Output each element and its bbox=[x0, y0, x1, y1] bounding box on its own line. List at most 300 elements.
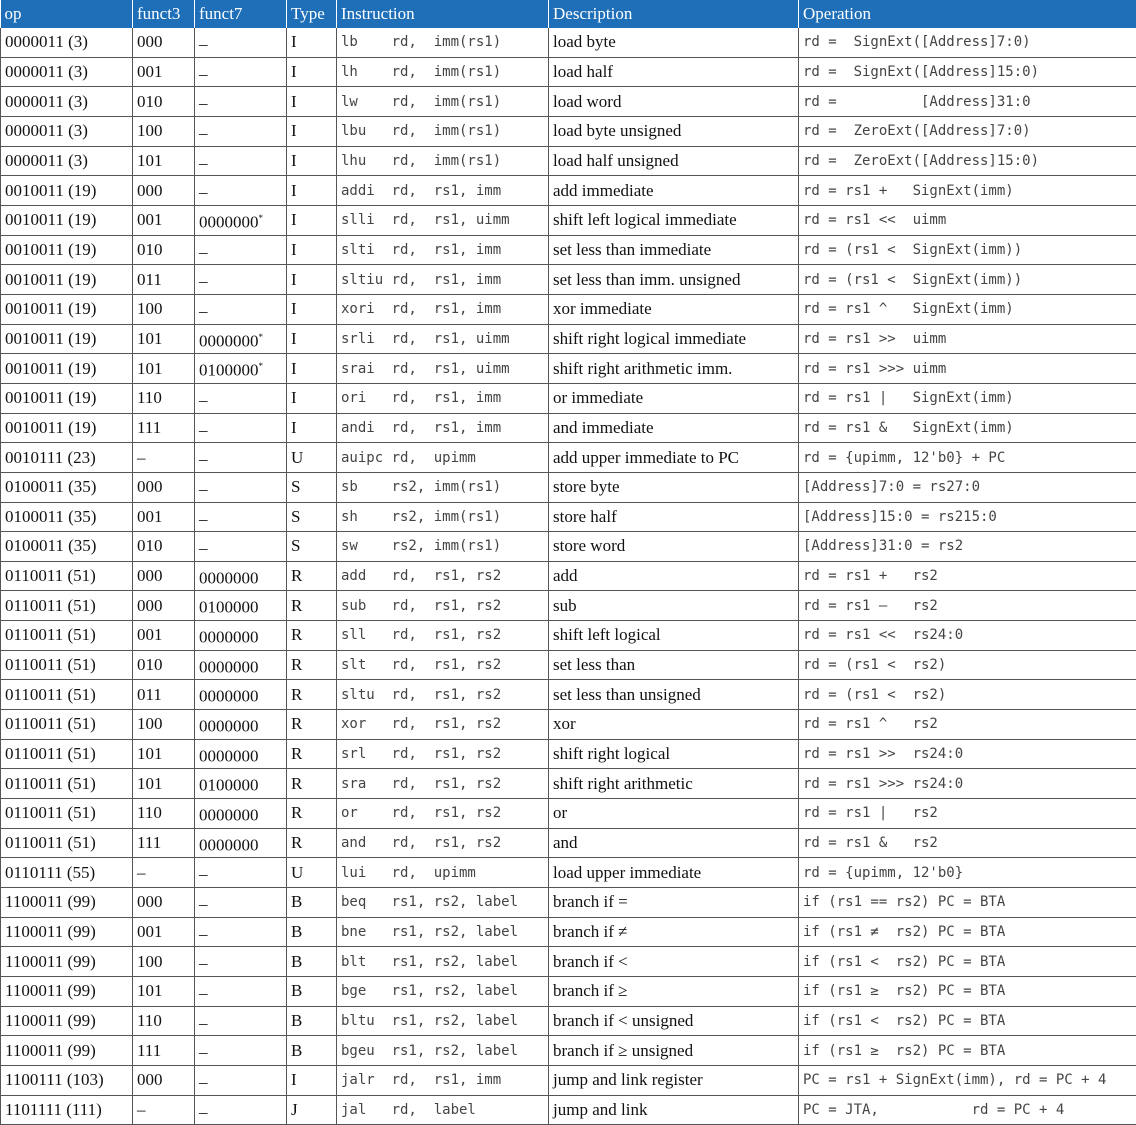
cell-type: I bbox=[287, 235, 337, 265]
cell-instruction: bne rs1, rs2, label bbox=[337, 917, 549, 947]
cell-op: 1100011 (99) bbox=[1, 947, 133, 977]
cell-operation: rd = (rs1 < SignExt(imm)) bbox=[799, 235, 1136, 265]
cell-instruction: ori rd, rs1, imm bbox=[337, 383, 549, 413]
cell-funct3: 101 bbox=[133, 146, 195, 176]
cell-description: load half unsigned bbox=[549, 146, 799, 176]
table-row bbox=[1, 710, 1136, 740]
cell-funct3: 100 bbox=[133, 116, 195, 146]
cell-op: 0000011 (3) bbox=[1, 87, 133, 117]
table-row bbox=[1, 561, 1136, 591]
cell-type: I bbox=[287, 205, 337, 235]
cell-funct3: 001 bbox=[133, 917, 195, 947]
cell-funct3: 000 bbox=[133, 28, 195, 57]
cell-type: B bbox=[287, 977, 337, 1007]
cell-op: 1101111 (111) bbox=[1, 1095, 133, 1125]
cell-funct7: – bbox=[195, 294, 287, 324]
cell-type: S bbox=[287, 502, 337, 532]
cell-description: shift left logical immediate bbox=[549, 205, 799, 235]
cell-description: or immediate bbox=[549, 383, 799, 413]
cell-op: 0110011 (51) bbox=[1, 561, 133, 591]
cell-funct7: – bbox=[195, 472, 287, 502]
cell-funct3: 000 bbox=[133, 591, 195, 621]
table-row bbox=[1, 146, 1136, 176]
cell-instruction: sll rd, rs1, rs2 bbox=[337, 621, 549, 651]
cell-operation: rd = rs1 + SignExt(imm) bbox=[799, 176, 1136, 206]
cell-op: 0000011 (3) bbox=[1, 146, 133, 176]
cell-operation: rd = ZeroExt([Address]15:0) bbox=[799, 146, 1136, 176]
cell-description: store half bbox=[549, 502, 799, 532]
cell-op: 0110011 (51) bbox=[1, 710, 133, 740]
cell-operation: if (rs1 ≠ rs2) PC = BTA bbox=[799, 917, 1136, 947]
table-body bbox=[1, 28, 1136, 1125]
cell-instruction: srli rd, rs1, uimm bbox=[337, 324, 549, 354]
cell-funct3: 111 bbox=[133, 828, 195, 858]
cell-description: load byte bbox=[549, 28, 799, 57]
cell-type: J bbox=[287, 1095, 337, 1125]
header-funct7: funct7 bbox=[195, 0, 287, 28]
cell-operation: [Address]15:0 = rs215:0 bbox=[799, 502, 1136, 532]
cell-funct7: – bbox=[195, 265, 287, 295]
cell-funct7: – bbox=[195, 146, 287, 176]
cell-description: load word bbox=[549, 87, 799, 117]
table-row bbox=[1, 176, 1136, 206]
cell-op: 0010011 (19) bbox=[1, 324, 133, 354]
cell-instruction: sub rd, rs1, rs2 bbox=[337, 591, 549, 621]
table-row bbox=[1, 205, 1136, 235]
cell-funct3: 110 bbox=[133, 383, 195, 413]
cell-operation: rd = rs1 >>> uimm bbox=[799, 354, 1136, 384]
table-row bbox=[1, 1095, 1136, 1125]
cell-funct3: 011 bbox=[133, 680, 195, 710]
cell-instruction: sb rs2, imm(rs1) bbox=[337, 472, 549, 502]
table-row bbox=[1, 769, 1136, 799]
cell-operation: if (rs1 ≥ rs2) PC = BTA bbox=[799, 977, 1136, 1007]
cell-operation: rd = (rs1 < rs2) bbox=[799, 680, 1136, 710]
cell-funct7: 0000000 bbox=[195, 799, 287, 829]
cell-funct7: – bbox=[195, 1065, 287, 1095]
cell-op: 1100011 (99) bbox=[1, 1036, 133, 1066]
table-row bbox=[1, 858, 1136, 888]
table-row bbox=[1, 1006, 1136, 1036]
table-row bbox=[1, 591, 1136, 621]
cell-type: B bbox=[287, 1036, 337, 1066]
cell-funct7: – bbox=[195, 413, 287, 443]
cell-funct7: – bbox=[195, 87, 287, 117]
cell-operation: rd = {upimm, 12'b0} bbox=[799, 858, 1136, 888]
cell-op: 0110011 (51) bbox=[1, 591, 133, 621]
cell-operation: if (rs1 < rs2) PC = BTA bbox=[799, 947, 1136, 977]
cell-description: or bbox=[549, 799, 799, 829]
cell-funct7: – bbox=[195, 917, 287, 947]
cell-funct3: 100 bbox=[133, 710, 195, 740]
footnote-marker: * bbox=[259, 361, 264, 371]
table-row bbox=[1, 680, 1136, 710]
cell-operation: [Address]7:0 = rs27:0 bbox=[799, 472, 1136, 502]
cell-description: add bbox=[549, 561, 799, 591]
cell-funct7: 0000000 bbox=[195, 680, 287, 710]
cell-instruction: slt rd, rs1, rs2 bbox=[337, 650, 549, 680]
cell-funct7: – bbox=[195, 176, 287, 206]
cell-instruction: lhu rd, imm(rs1) bbox=[337, 146, 549, 176]
cell-funct7: – bbox=[195, 235, 287, 265]
cell-funct3: 111 bbox=[133, 1036, 195, 1066]
cell-instruction: beq rs1, rs2, label bbox=[337, 888, 549, 918]
cell-type: R bbox=[287, 769, 337, 799]
table-row bbox=[1, 799, 1136, 829]
cell-instruction: addi rd, rs1, imm bbox=[337, 176, 549, 206]
cell-description: load upper immediate bbox=[549, 858, 799, 888]
cell-funct3: 110 bbox=[133, 799, 195, 829]
cell-funct7: 0000000* bbox=[195, 205, 287, 235]
table-row bbox=[1, 621, 1136, 651]
cell-op: 0010111 (23) bbox=[1, 443, 133, 473]
cell-instruction: slti rd, rs1, imm bbox=[337, 235, 549, 265]
cell-op: 0010011 (19) bbox=[1, 383, 133, 413]
table-row bbox=[1, 28, 1136, 57]
cell-funct7: – bbox=[195, 28, 287, 57]
cell-op: 0110111 (55) bbox=[1, 858, 133, 888]
cell-type: S bbox=[287, 472, 337, 502]
cell-funct7: – bbox=[195, 1095, 287, 1125]
cell-instruction: srai rd, rs1, uimm bbox=[337, 354, 549, 384]
cell-instruction: lw rd, imm(rs1) bbox=[337, 87, 549, 117]
cell-funct7: 0000000 bbox=[195, 739, 287, 769]
cell-instruction: lbu rd, imm(rs1) bbox=[337, 116, 549, 146]
cell-operation: [Address]31:0 = rs2 bbox=[799, 532, 1136, 562]
cell-operation: rd = {upimm, 12'b0} + PC bbox=[799, 443, 1136, 473]
cell-funct3: – bbox=[133, 1095, 195, 1125]
cell-description: and immediate bbox=[549, 413, 799, 443]
cell-description: store word bbox=[549, 532, 799, 562]
cell-description: shift left logical bbox=[549, 621, 799, 651]
cell-operation: rd = ZeroExt([Address]7:0) bbox=[799, 116, 1136, 146]
cell-description: load half bbox=[549, 57, 799, 87]
cell-operation: rd = rs1 >> rs24:0 bbox=[799, 739, 1136, 769]
cell-description: branch if ≥ bbox=[549, 977, 799, 1007]
cell-instruction: lh rd, imm(rs1) bbox=[337, 57, 549, 87]
cell-type: I bbox=[287, 354, 337, 384]
table-row bbox=[1, 1065, 1136, 1095]
cell-description: set less than bbox=[549, 650, 799, 680]
cell-funct3: 111 bbox=[133, 413, 195, 443]
cell-funct7: – bbox=[195, 858, 287, 888]
cell-op: 0010011 (19) bbox=[1, 235, 133, 265]
cell-op: 0110011 (51) bbox=[1, 739, 133, 769]
cell-description: and bbox=[549, 828, 799, 858]
cell-op: 0110011 (51) bbox=[1, 799, 133, 829]
table-row bbox=[1, 739, 1136, 769]
cell-operation: rd = rs1 & SignExt(imm) bbox=[799, 413, 1136, 443]
cell-description: set less than unsigned bbox=[549, 680, 799, 710]
cell-type: R bbox=[287, 828, 337, 858]
table-row bbox=[1, 1036, 1136, 1066]
table-row bbox=[1, 502, 1136, 532]
cell-funct3: 101 bbox=[133, 354, 195, 384]
cell-op: 0110011 (51) bbox=[1, 621, 133, 651]
cell-instruction: or rd, rs1, rs2 bbox=[337, 799, 549, 829]
cell-op: 1100011 (99) bbox=[1, 888, 133, 918]
cell-funct7: 0000000* bbox=[195, 324, 287, 354]
cell-funct7: – bbox=[195, 116, 287, 146]
header-operation: Operation bbox=[799, 0, 1136, 28]
cell-operation: rd = rs1 + rs2 bbox=[799, 561, 1136, 591]
table-row bbox=[1, 294, 1136, 324]
cell-type: R bbox=[287, 650, 337, 680]
cell-op: 0110011 (51) bbox=[1, 828, 133, 858]
table-row bbox=[1, 87, 1136, 117]
footnote-marker: * bbox=[259, 213, 264, 223]
cell-instruction: lb rd, imm(rs1) bbox=[337, 28, 549, 57]
header-description: Description bbox=[549, 0, 799, 28]
cell-instruction: sw rs2, imm(rs1) bbox=[337, 532, 549, 562]
cell-funct7: – bbox=[195, 532, 287, 562]
cell-op: 0010011 (19) bbox=[1, 205, 133, 235]
cell-description: set less than imm. unsigned bbox=[549, 265, 799, 295]
cell-funct3: 100 bbox=[133, 294, 195, 324]
cell-operation: rd = [Address]31:0 bbox=[799, 87, 1136, 117]
cell-type: I bbox=[287, 176, 337, 206]
cell-instruction: sra rd, rs1, rs2 bbox=[337, 769, 549, 799]
cell-funct3: 101 bbox=[133, 324, 195, 354]
table-row bbox=[1, 443, 1136, 473]
cell-instruction: jalr rd, rs1, imm bbox=[337, 1065, 549, 1095]
cell-description: shift right logical bbox=[549, 739, 799, 769]
cell-instruction: bge rs1, rs2, label bbox=[337, 977, 549, 1007]
cell-type: R bbox=[287, 799, 337, 829]
cell-type: I bbox=[287, 324, 337, 354]
cell-funct3: 110 bbox=[133, 1006, 195, 1036]
footnote-marker: * bbox=[259, 332, 264, 342]
cell-description: shift right arithmetic imm. bbox=[549, 354, 799, 384]
cell-operation: rd = SignExt([Address]15:0) bbox=[799, 57, 1136, 87]
table-row bbox=[1, 917, 1136, 947]
table-row bbox=[1, 383, 1136, 413]
cell-instruction: bltu rs1, rs2, label bbox=[337, 1006, 549, 1036]
table-row bbox=[1, 413, 1136, 443]
cell-description: sub bbox=[549, 591, 799, 621]
cell-funct3: 010 bbox=[133, 650, 195, 680]
cell-description: shift right arithmetic bbox=[549, 769, 799, 799]
cell-type: B bbox=[287, 888, 337, 918]
cell-type: I bbox=[287, 294, 337, 324]
cell-instruction: slli rd, rs1, uimm bbox=[337, 205, 549, 235]
cell-operation: rd = SignExt([Address]7:0) bbox=[799, 28, 1136, 57]
cell-op: 0010011 (19) bbox=[1, 265, 133, 295]
cell-funct7: – bbox=[195, 502, 287, 532]
cell-instruction: sltiu rd, rs1, imm bbox=[337, 265, 549, 295]
header-type: Type bbox=[287, 0, 337, 28]
cell-funct3: 000 bbox=[133, 1065, 195, 1095]
cell-type: I bbox=[287, 146, 337, 176]
cell-instruction: xori rd, rs1, imm bbox=[337, 294, 549, 324]
cell-instruction: add rd, rs1, rs2 bbox=[337, 561, 549, 591]
cell-funct7: – bbox=[195, 1006, 287, 1036]
cell-instruction: andi rd, rs1, imm bbox=[337, 413, 549, 443]
cell-funct3: 000 bbox=[133, 472, 195, 502]
cell-type: R bbox=[287, 561, 337, 591]
cell-funct3: – bbox=[133, 858, 195, 888]
cell-description: add immediate bbox=[549, 176, 799, 206]
cell-instruction: sh rs2, imm(rs1) bbox=[337, 502, 549, 532]
cell-funct3: 101 bbox=[133, 769, 195, 799]
cell-funct7: 0000000 bbox=[195, 828, 287, 858]
cell-funct7: 0100000* bbox=[195, 354, 287, 384]
cell-funct7: – bbox=[195, 443, 287, 473]
cell-description: branch if < bbox=[549, 947, 799, 977]
cell-funct3: 010 bbox=[133, 532, 195, 562]
cell-type: B bbox=[287, 1006, 337, 1036]
cell-op: 0010011 (19) bbox=[1, 294, 133, 324]
cell-description: branch if ≥ unsigned bbox=[549, 1036, 799, 1066]
cell-instruction: lui rd, upimm bbox=[337, 858, 549, 888]
cell-op: 0000011 (3) bbox=[1, 116, 133, 146]
cell-type: R bbox=[287, 710, 337, 740]
cell-description: branch if ≠ bbox=[549, 917, 799, 947]
cell-description: shift right logical immediate bbox=[549, 324, 799, 354]
cell-instruction: jal rd, label bbox=[337, 1095, 549, 1125]
cell-operation: PC = rs1 + SignExt(imm), rd = PC + 4 bbox=[799, 1065, 1136, 1095]
cell-funct3: 000 bbox=[133, 176, 195, 206]
cell-description: xor bbox=[549, 710, 799, 740]
cell-instruction: and rd, rs1, rs2 bbox=[337, 828, 549, 858]
cell-op: 0110011 (51) bbox=[1, 680, 133, 710]
cell-funct3: 101 bbox=[133, 739, 195, 769]
cell-funct3: 010 bbox=[133, 235, 195, 265]
cell-type: I bbox=[287, 413, 337, 443]
table-row bbox=[1, 947, 1136, 977]
cell-type: S bbox=[287, 532, 337, 562]
cell-type: R bbox=[287, 591, 337, 621]
table-row bbox=[1, 532, 1136, 562]
cell-operation: rd = rs1 ^ SignExt(imm) bbox=[799, 294, 1136, 324]
cell-funct3: 000 bbox=[133, 888, 195, 918]
table-row bbox=[1, 116, 1136, 146]
cell-type: R bbox=[287, 739, 337, 769]
header-op: op bbox=[1, 0, 133, 28]
cell-type: I bbox=[287, 28, 337, 57]
cell-funct3: 100 bbox=[133, 947, 195, 977]
cell-description: add upper immediate to PC bbox=[549, 443, 799, 473]
table-row bbox=[1, 354, 1136, 384]
cell-description: jump and link register bbox=[549, 1065, 799, 1095]
cell-operation: rd = rs1 | SignExt(imm) bbox=[799, 383, 1136, 413]
cell-funct7: – bbox=[195, 888, 287, 918]
cell-operation: rd = rs1 ^ rs2 bbox=[799, 710, 1136, 740]
cell-op: 0110011 (51) bbox=[1, 769, 133, 799]
cell-description: jump and link bbox=[549, 1095, 799, 1125]
cell-funct3: 001 bbox=[133, 621, 195, 651]
cell-type: I bbox=[287, 265, 337, 295]
cell-funct3: – bbox=[133, 443, 195, 473]
cell-funct3: 001 bbox=[133, 57, 195, 87]
cell-funct7: 0100000 bbox=[195, 591, 287, 621]
cell-op: 1100011 (99) bbox=[1, 917, 133, 947]
cell-type: I bbox=[287, 87, 337, 117]
cell-description: load byte unsigned bbox=[549, 116, 799, 146]
cell-instruction: xor rd, rs1, rs2 bbox=[337, 710, 549, 740]
cell-instruction: srl rd, rs1, rs2 bbox=[337, 739, 549, 769]
header-row bbox=[1, 0, 1136, 28]
cell-funct3: 101 bbox=[133, 977, 195, 1007]
cell-operation: rd = rs1 & rs2 bbox=[799, 828, 1136, 858]
cell-description: xor immediate bbox=[549, 294, 799, 324]
cell-operation: rd = rs1 | rs2 bbox=[799, 799, 1136, 829]
cell-operation: rd = (rs1 < SignExt(imm)) bbox=[799, 265, 1136, 295]
cell-operation: if (rs1 ≥ rs2) PC = BTA bbox=[799, 1036, 1136, 1066]
cell-operation: rd = rs1 << rs24:0 bbox=[799, 621, 1136, 651]
cell-op: 0100011 (35) bbox=[1, 532, 133, 562]
cell-instruction: auipc rd, upimm bbox=[337, 443, 549, 473]
cell-funct3: 011 bbox=[133, 265, 195, 295]
cell-funct3: 010 bbox=[133, 87, 195, 117]
table-row bbox=[1, 888, 1136, 918]
cell-op: 0010011 (19) bbox=[1, 354, 133, 384]
cell-type: B bbox=[287, 917, 337, 947]
cell-operation: rd = rs1 — rs2 bbox=[799, 591, 1136, 621]
cell-funct7: – bbox=[195, 1036, 287, 1066]
cell-op: 0010011 (19) bbox=[1, 176, 133, 206]
cell-funct7: – bbox=[195, 947, 287, 977]
cell-funct7: – bbox=[195, 57, 287, 87]
table-row bbox=[1, 324, 1136, 354]
cell-funct3: 001 bbox=[133, 502, 195, 532]
cell-type: U bbox=[287, 443, 337, 473]
header-instruction: Instruction bbox=[337, 0, 549, 28]
cell-description: branch if = bbox=[549, 888, 799, 918]
table-row bbox=[1, 472, 1136, 502]
cell-op: 0100011 (35) bbox=[1, 502, 133, 532]
cell-operation: if (rs1 < rs2) PC = BTA bbox=[799, 1006, 1136, 1036]
table-row bbox=[1, 235, 1136, 265]
table-row bbox=[1, 977, 1136, 1007]
cell-type: R bbox=[287, 621, 337, 651]
cell-type: I bbox=[287, 383, 337, 413]
cell-funct3: 001 bbox=[133, 205, 195, 235]
cell-type: U bbox=[287, 858, 337, 888]
cell-type: I bbox=[287, 1065, 337, 1095]
cell-op: 0000011 (3) bbox=[1, 28, 133, 57]
cell-op: 0010011 (19) bbox=[1, 413, 133, 443]
cell-type: R bbox=[287, 680, 337, 710]
cell-instruction: blt rs1, rs2, label bbox=[337, 947, 549, 977]
cell-funct7: 0000000 bbox=[195, 650, 287, 680]
cell-op: 0110011 (51) bbox=[1, 650, 133, 680]
cell-operation: if (rs1 == rs2) PC = BTA bbox=[799, 888, 1136, 918]
cell-op: 1100111 (103) bbox=[1, 1065, 133, 1095]
cell-op: 0000011 (3) bbox=[1, 57, 133, 87]
table-row bbox=[1, 265, 1136, 295]
cell-type: I bbox=[287, 57, 337, 87]
table-row bbox=[1, 57, 1136, 87]
cell-operation: rd = rs1 >>> rs24:0 bbox=[799, 769, 1136, 799]
cell-funct7: 0000000 bbox=[195, 710, 287, 740]
cell-description: store byte bbox=[549, 472, 799, 502]
cell-funct7: – bbox=[195, 977, 287, 1007]
cell-funct7: – bbox=[195, 383, 287, 413]
cell-instruction: bgeu rs1, rs2, label bbox=[337, 1036, 549, 1066]
cell-operation: rd = rs1 << uimm bbox=[799, 205, 1136, 235]
cell-description: set less than immediate bbox=[549, 235, 799, 265]
cell-funct7: 0000000 bbox=[195, 621, 287, 651]
cell-instruction: sltu rd, rs1, rs2 bbox=[337, 680, 549, 710]
cell-type: B bbox=[287, 947, 337, 977]
cell-funct3: 000 bbox=[133, 561, 195, 591]
cell-operation: PC = JTA, rd = PC + 4 bbox=[799, 1095, 1136, 1125]
cell-op: 0100011 (35) bbox=[1, 472, 133, 502]
cell-description: branch if < unsigned bbox=[549, 1006, 799, 1036]
table-row bbox=[1, 828, 1136, 858]
table-row bbox=[1, 650, 1136, 680]
